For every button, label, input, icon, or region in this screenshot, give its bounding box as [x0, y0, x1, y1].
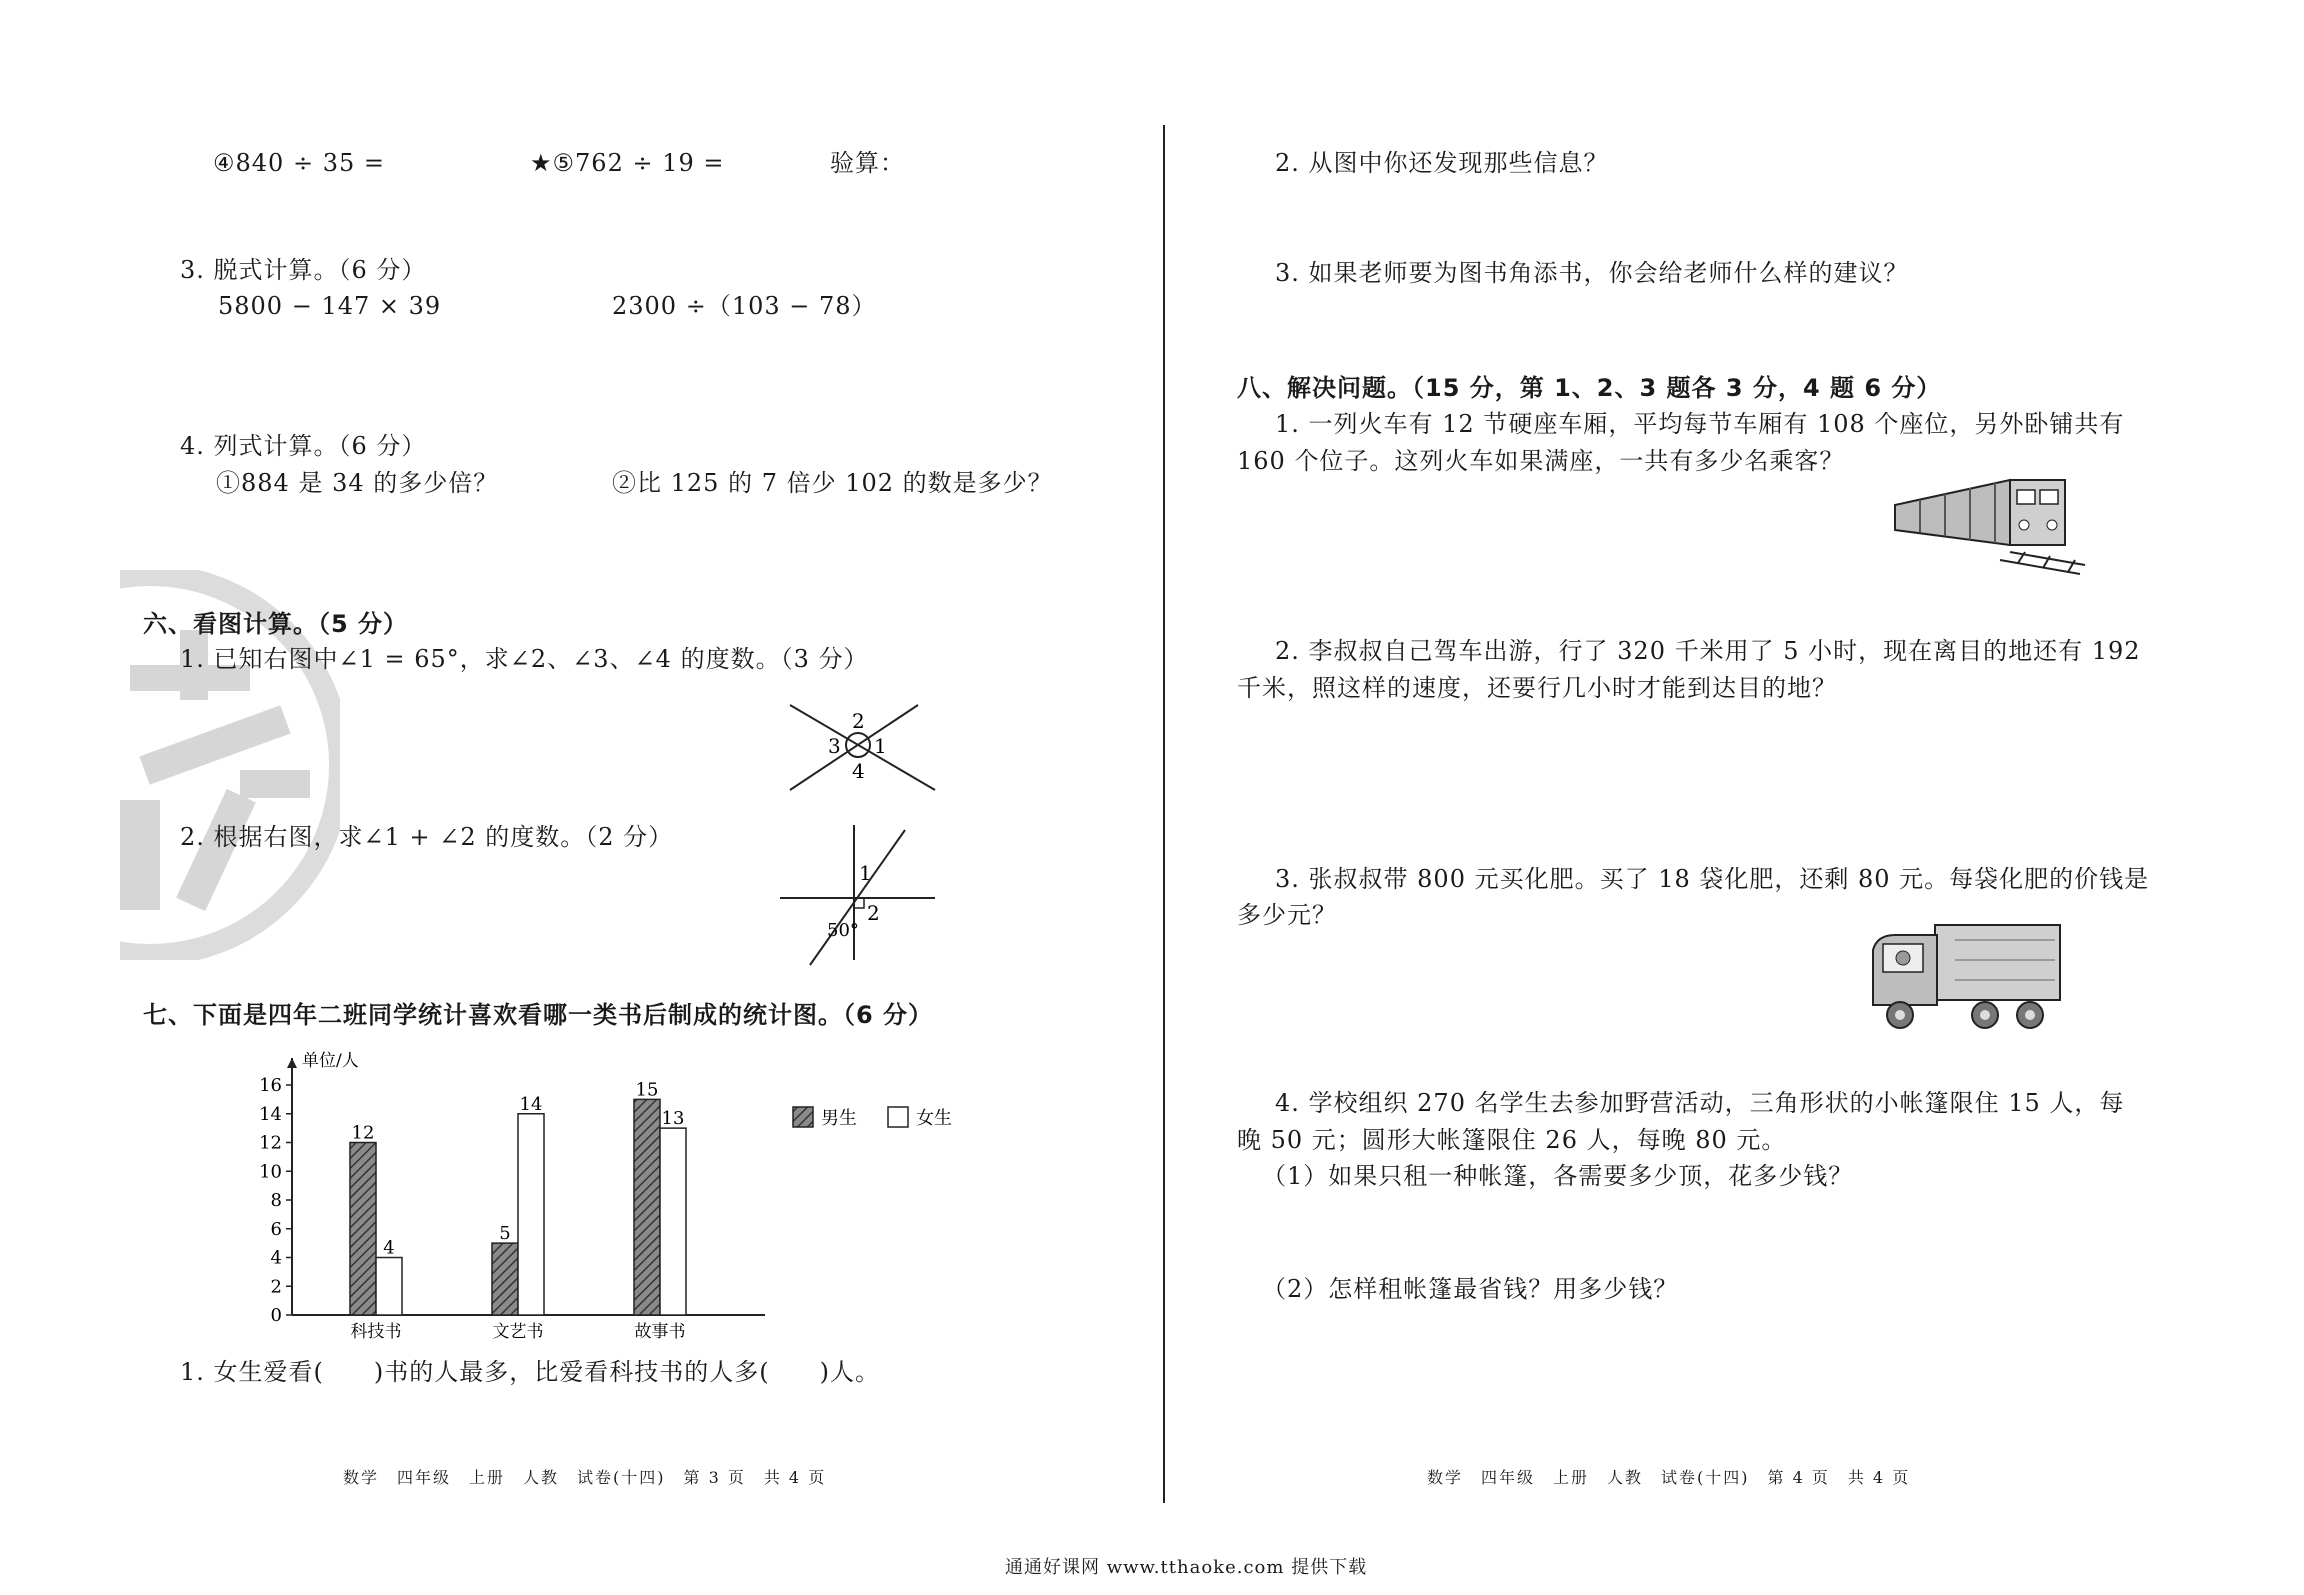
- bar-value-label: 14: [519, 1093, 543, 1115]
- division-q5: ★⑤762 ÷ 19 =: [530, 149, 725, 177]
- section5-q3-expr1: 5800 − 147 × 39: [218, 292, 442, 320]
- angle-fig2-label-1: 1: [859, 861, 872, 885]
- angle-label-2: 2: [852, 709, 865, 733]
- section8-q2-line2: 千米，照这样的速度，还要行几小时才能到达目的地？: [1237, 674, 1837, 702]
- section8-q1-line2: 160 个位子。这列火车如果满座，一共有多少名乘客？: [1237, 447, 1845, 475]
- angle-label-4: 4: [852, 759, 865, 783]
- section7-title: 七、下面是四年二班同学统计喜欢看哪一类书后制成的统计图。（6 分）: [143, 1001, 934, 1029]
- y-tick-label: 16: [259, 1075, 282, 1096]
- section5-q4-title: 4. 列式计算。（6 分）: [180, 432, 427, 460]
- bar-故事书-男生: [634, 1099, 660, 1315]
- bar-故事书-女生: [660, 1128, 686, 1315]
- angle-label-1: 1: [874, 734, 887, 758]
- section6-q2: 2. 根据右图，求∠1 + ∠2 的度数。（2 分）: [180, 823, 674, 851]
- y-tick-label: 4: [270, 1247, 282, 1269]
- page-divider: [1163, 125, 1165, 1503]
- section8-q4-line1: 4. 学校组织 270 名学生去参加野营活动，三角形状的小帐篷限住 15 人，每: [1275, 1089, 2125, 1117]
- angle-label-3: 3: [828, 734, 841, 758]
- bar-文艺书-女生: [518, 1114, 544, 1315]
- y-tick-label: 12: [259, 1132, 282, 1154]
- bar-value-label: 15: [635, 1079, 659, 1101]
- y-tick-label: 10: [259, 1161, 282, 1183]
- train-illustration: [1890, 470, 2090, 580]
- legend-label: 男生: [821, 1108, 857, 1129]
- legend-swatch: [888, 1107, 908, 1127]
- site-footer[interactable]: 通通好课网 www.tthaoke.com 提供下载: [1005, 1557, 1368, 1578]
- angle-fig2-label-2: 2: [867, 901, 880, 925]
- section8-title: 八、解决问题。（15 分，第 1、2、3 题各 3 分，4 题 6 分）: [1237, 374, 1942, 402]
- section5-q4-q2: ②比 125 的 7 倍少 102 的数是多少？: [612, 469, 1053, 497]
- section7-fill-in: 1. 女生爱看( )书的人最多，比爱看科技书的人多( )人。: [180, 1358, 880, 1386]
- x-tick-label: 科技书: [350, 1322, 402, 1342]
- y-tick-label: 6: [270, 1218, 282, 1240]
- bar-文艺书-男生: [492, 1243, 518, 1315]
- section7-q2: 2. 从图中你还发现那些信息？: [1275, 149, 1609, 177]
- right-page-footer: 数学 四年级 上册 人教 试卷(十四) 第 4 页 共 4 页: [1427, 1468, 1911, 1487]
- section8-q2-line1: 2. 李叔叔自己驾车出游，行了 320 千米用了 5 小时，现在离目的地还有 192: [1275, 637, 2141, 665]
- y-tick-label: 8: [270, 1190, 282, 1211]
- y-tick-label: 0: [270, 1305, 282, 1326]
- section6-title: 六、看图计算。（5 分）: [143, 610, 409, 638]
- section5-q3-expr2: 2300 ÷（103 − 78）: [612, 292, 877, 320]
- section7-q3: 3. 如果老师要为图书角添书，你会给老师什么样的建议？: [1275, 259, 1909, 287]
- section5-q4-q1: ①884 是 34 的多少倍？: [216, 469, 499, 497]
- division-q4: ④840 ÷ 35 =: [213, 149, 385, 177]
- section8-q1-line1: 1. 一列火车有 12 节硬座车厢，平均每节车厢有 108 个座位，另外卧铺共有: [1275, 410, 2125, 438]
- bar-科技书-男生: [350, 1143, 376, 1316]
- bar-value-label: 13: [661, 1108, 685, 1130]
- left-page-footer: 数学 四年级 上册 人教 试卷(十四) 第 3 页 共 4 页: [343, 1468, 827, 1487]
- section8-q4-sub2: （2）怎样租帐篷最省钱？用多少钱？: [1262, 1275, 1679, 1303]
- bar-value-label: 4: [383, 1237, 395, 1259]
- section8-q3-line2: 多少元？: [1237, 901, 1337, 929]
- y-tick-label: 14: [259, 1103, 282, 1125]
- legend-label: 女生: [916, 1108, 952, 1129]
- section6-q1: 1. 已知右图中∠1 = 65°，求∠2、∠3、∠4 的度数。（3 分）: [180, 645, 869, 673]
- y-axis-label: 单位/人: [302, 1051, 359, 1071]
- bar-value-label: 5: [499, 1223, 511, 1245]
- angle-figure-2: [775, 820, 945, 970]
- bar-科技书-女生: [376, 1258, 402, 1316]
- section8-q4-sub1: （1）如果只租一种帐篷，各需要多少顶，花多少钱？: [1262, 1162, 1854, 1190]
- section8-q3-line1: 3. 张叔叔带 800 元买化肥。买了 18 袋化肥，还剩 80 元。每袋化肥的价钱是: [1275, 865, 2150, 893]
- y-axis-arrow: [287, 1058, 297, 1068]
- check-label: 验算：: [830, 149, 905, 177]
- x-tick-label: 故事书: [634, 1322, 686, 1342]
- x-tick-label: 文艺书: [492, 1322, 544, 1342]
- bar-chart: [240, 1030, 980, 1350]
- angle-figure-1: [780, 690, 940, 800]
- angle-fig2-label-50: 50°: [827, 920, 859, 941]
- truck-illustration: [1865, 920, 2065, 1035]
- bar-value-label: 12: [351, 1122, 375, 1144]
- legend-swatch: [793, 1107, 813, 1127]
- section5-q3-title: 3. 脱式计算。（6 分）: [180, 256, 427, 284]
- y-tick-label: 2: [270, 1276, 282, 1298]
- section8-q4-line2: 晚 50 元；圆形大帐篷限住 26 人，每晚 80 元。: [1237, 1126, 1787, 1154]
